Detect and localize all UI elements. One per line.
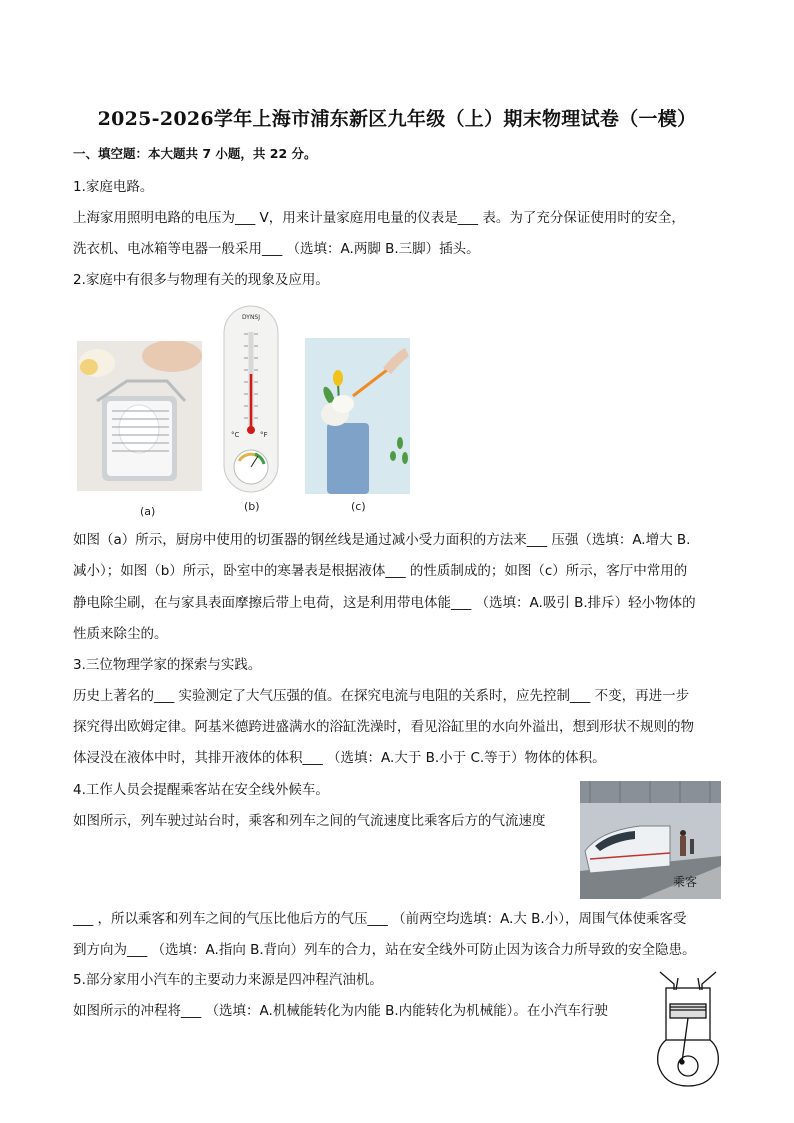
caption-a: (a): [140, 505, 156, 518]
engine-diagram: [654, 968, 722, 1090]
q2-line-1: 如图（a）所示，厨房中使用的切蛋器的钢丝线是通过减小受力面积的方法来___ 压强（选填：A.增大 B.: [73, 532, 691, 548]
q3-heading: 3.三位物理学家的探索与实践。: [73, 657, 262, 673]
q2-line-3: 静电除尘刷，在与家具表面摩擦后带上电荷，这是利用带电体能___ （选填：A.吸引 B.排斥）轻小物体的: [73, 595, 696, 611]
q4-line-1: 如图所示，列车驶过站台时，乘客和列车之间的气流速度比乘客后方的气流速度: [73, 813, 546, 829]
q1-heading: 1.家庭电路。: [73, 179, 154, 195]
caption-c: (c): [351, 500, 366, 513]
q2-line-4: 性质来除尘的。: [73, 626, 168, 642]
thermometer-photo: [222, 304, 280, 494]
q3-line-2: 探究得出欧姆定律。阿基米德跨进盛满水的浴缸洗澡时，看见浴缸里的水向外溢出，想到形状不规则的物: [73, 719, 694, 735]
exam-title: 2025-2026学年上海市浦东新区九年级（上）期末物理试卷（一模）: [97, 108, 697, 130]
q1-line-2: 洗衣机、电冰箱等电器一般采用___ （选填：A.两脚 B.三脚）插头。: [73, 241, 480, 257]
q4-heading: 4.工作人员会提醒乘客站在安全线外候车。: [73, 782, 329, 798]
section-heading: 一、填空题：本大题共 7 小题，共 22 分。: [73, 146, 317, 161]
train-platform-photo: [580, 781, 721, 899]
q4-line-3: 到方向为___ （选填：A.指向 B.背向）列车的合力，站在安全线外可防止因为该合力所导致的安全隐患。: [73, 942, 696, 958]
q2-heading: 2.家庭中有很多与物理有关的现象及应用。: [73, 272, 329, 288]
q5-heading: 5.部分家用小汽车的主要动力来源是四冲程汽油机。: [73, 972, 383, 988]
q4-line-2: ___ ，所以乘客和列车之间的气压比他后方的气压___ （前两空均选填：A.大 B.小），周围气体使乘客受: [73, 911, 687, 927]
q1-line-1: 上海家用照明电路的电压为___ V，用来计量家庭用电量的仪表是___ 表。为了充分保证使用时的安全，: [73, 210, 685, 226]
thermometer-brand: DYNSJ: [241, 314, 261, 321]
egg-slicer-photo: [77, 341, 202, 491]
caption-b: (b): [244, 500, 260, 513]
duster-photo: [305, 338, 410, 494]
passenger-label: 乘客: [673, 875, 698, 889]
q2-line-2: 减小）；如图（b）所示，卧室中的寒暑表是根据液体___ 的性质制成的；如图（c）所示，客厅中常用的: [73, 563, 688, 579]
q3-line-3: 体浸没在液体中时，其排开液体的体积___ （选填：A.大于 B.小于 C.等于）物体的体积。: [73, 750, 606, 766]
fahrenheit-label: °F: [260, 431, 268, 439]
celsius-label: °C: [231, 431, 240, 439]
q5-line-1: 如图所示的冲程将___ （选填：A.机械能转化为内能 B.内能转化为机械能）。在小汽车行驶: [73, 1003, 608, 1019]
q3-line-1: 历史上著名的___ 实验测定了大气压强的值。在探究电流与电阻的关系时，应先控制___ 不变，再进一步: [73, 688, 690, 704]
